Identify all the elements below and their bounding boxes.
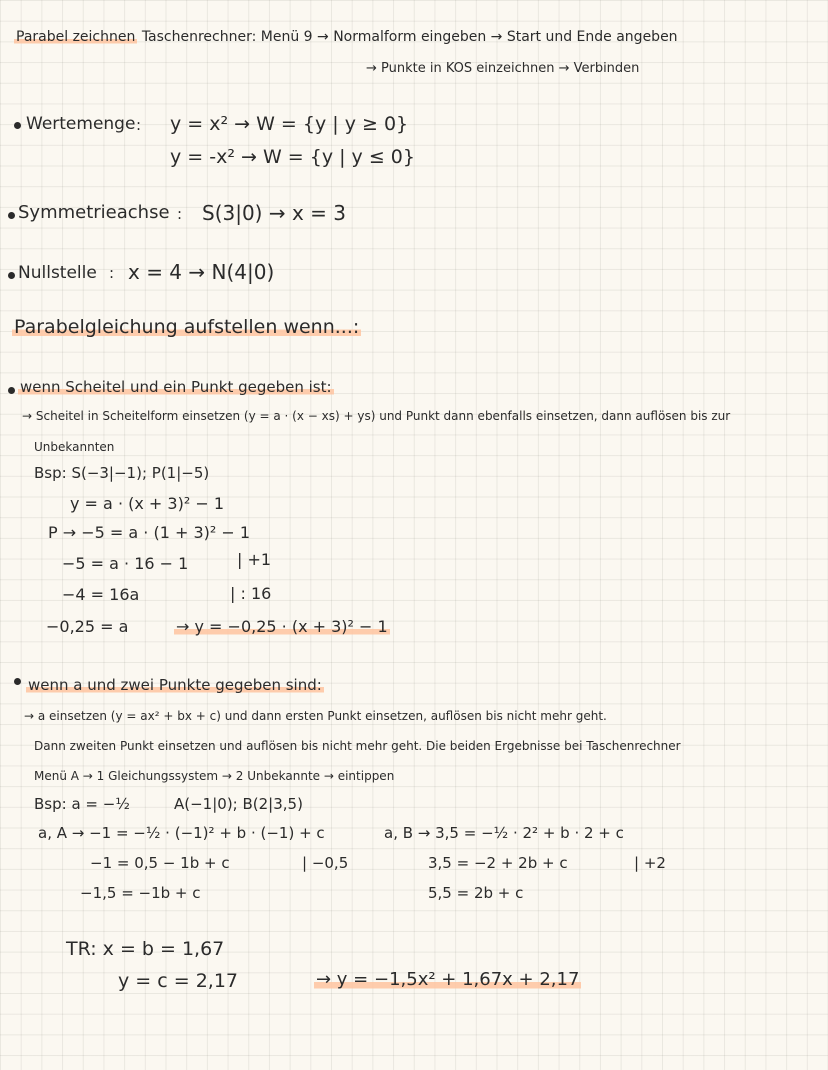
header-line-2: → Punkte in KOS einzeichnen → Verbinden <box>366 61 640 76</box>
symmetrieachse-label: Symmetrieachse <box>18 202 170 223</box>
bullet-icon <box>14 122 21 129</box>
case2-example-points: A(−1|0); B(2|3,5) <box>174 795 303 813</box>
case2-intro: wenn a und zwei Punkte gegeben sind: <box>28 676 322 694</box>
case2-description-1: → a einsetzen (y = ax² + bx + c) und dann ersten Punkt einsetzen, auflösen bis nicht mehr geht. <box>24 709 607 723</box>
case1-step-3-operation: | +1 <box>237 550 272 569</box>
header-line1-text: Taschenrechner: Menü 9 → Normalform eingeben → Start und Ende angeben <box>141 29 678 45</box>
wertemenge-line-1: y = x² → W = {y | y ≥ 0} <box>170 113 409 135</box>
colon: : <box>136 116 142 134</box>
case2-tr-line-1: TR: x = b = 1,67 <box>66 938 225 960</box>
case2-point-a-line-2: −1 = 0,5 − 1b + c <box>90 854 230 872</box>
case2-result: → y = −1,5x² + 1,67x + 2,17 <box>316 969 580 990</box>
case1-example: Bsp: S(−3|−1); P(1|−5) <box>34 464 210 482</box>
case1-intro: wenn Scheitel und ein Punkt gegeben ist: <box>20 378 332 396</box>
case2-point-b-line-2: 3,5 = −2 + 2b + c <box>428 854 568 872</box>
case1-step-1: y = a · (x + 3)² − 1 <box>70 494 224 513</box>
bullet-icon <box>8 387 15 394</box>
case1-step-3: −5 = a · 16 − 1 <box>62 554 189 573</box>
bullet-icon <box>8 212 15 219</box>
bullet-icon <box>8 272 15 279</box>
case2-point-b-operation: | +2 <box>634 854 666 872</box>
nullstelle-label: Nullstelle <box>18 263 97 283</box>
colon: : <box>177 205 183 223</box>
section-heading: Parabelgleichung aufstellen wenn...: <box>14 316 360 338</box>
case1-step-4: −4 = 16a <box>62 585 140 604</box>
case2-point-a-line-3: −1,5 = −1b + c <box>80 884 201 902</box>
case1-description-2: Unbekannten <box>34 440 115 454</box>
case2-example-a: Bsp: a = −½ <box>34 795 130 813</box>
case1-step-2: P → −5 = a · (1 + 3)² − 1 <box>48 523 251 542</box>
header-title: Parabel zeichnen <box>16 29 136 45</box>
case2-description-2: Dann zweiten Punkt einsetzen und auflösen bis nicht mehr geht. Die beiden Ergebnisse bei Taschenrechner <box>34 739 681 753</box>
case2-tr-line-2: y = c = 2,17 <box>118 970 238 992</box>
case1-step-5: −0,25 = a <box>46 617 129 636</box>
case2-point-b-line-3: 5,5 = 2b + c <box>428 884 524 902</box>
case2-point-b-line-1: a, B → 3,5 = −½ · 2² + b · 2 + c <box>384 824 624 842</box>
case2-point-a-line-1: a, A → −1 = −½ · (−1)² + b · (−1) + c <box>38 824 325 842</box>
case1-description-1: → Scheitel in Scheitelform einsetzen (y = a · (x − xs) + ys) und Punkt dann ebenfalls einsetzen, dann auflösen bis zur <box>22 409 731 423</box>
symmetrieachse-value: S(3|0) → x = 3 <box>202 201 346 225</box>
bullet-icon <box>14 678 21 685</box>
case1-result: → y = −0,25 · (x + 3)² − 1 <box>176 617 388 636</box>
nullstelle-value: x = 4 → N(4|0) <box>128 260 275 284</box>
colon: : <box>109 264 115 282</box>
header-line-1 <box>14 30 678 44</box>
case1-step-4-operation: | : 16 <box>230 584 272 603</box>
wertemenge-label: Wertemenge <box>26 114 136 134</box>
wertemenge-line-2: y = -x² → W = {y | y ≤ 0} <box>170 146 415 168</box>
case2-point-a-operation: | −0,5 <box>302 854 349 872</box>
case2-description-3: Menü A → 1 Gleichungssystem → 2 Unbekannte → eintippen <box>34 769 395 783</box>
